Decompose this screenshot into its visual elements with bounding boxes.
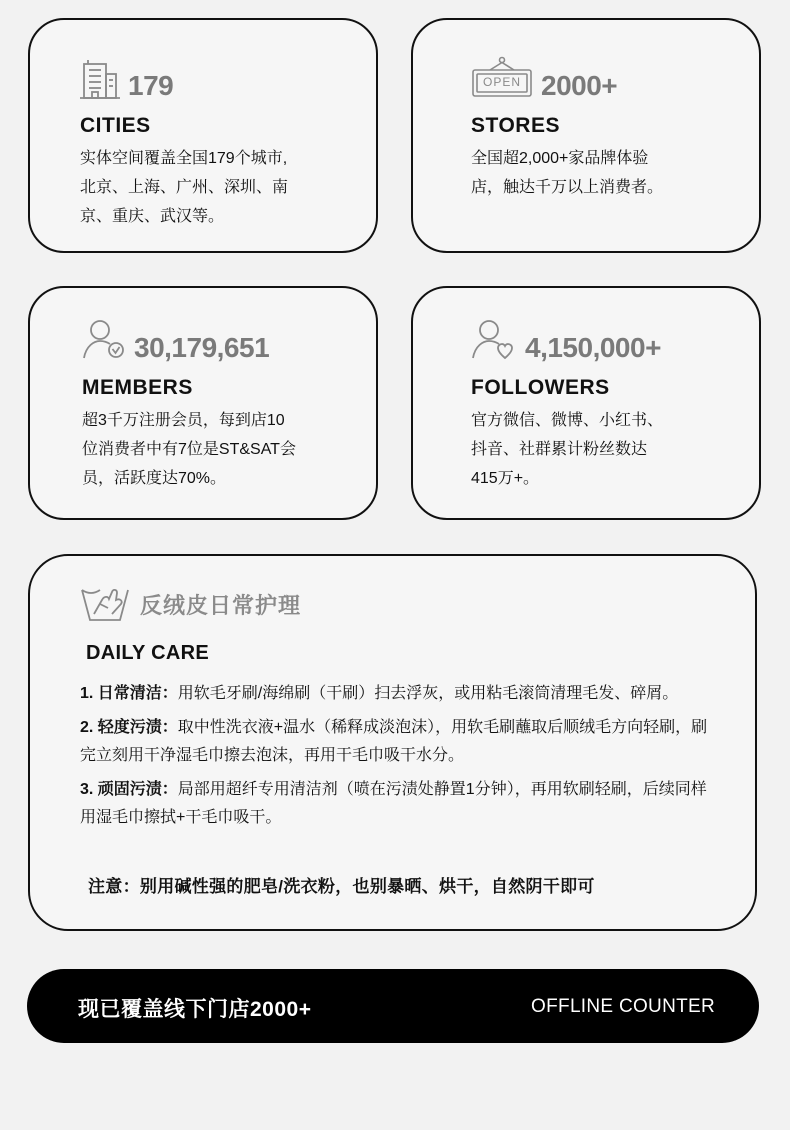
cities-desc-line: 实体空间覆盖全国179个城市,: [80, 150, 288, 167]
members-title: MEMBERS: [82, 376, 193, 399]
care-item-text: 局部用超纤专用清洁剂（喷在污渍处静置1分钟），再用软刷轻刷，后续同样用湿毛巾擦拭+干毛巾吸干。: [80, 781, 707, 826]
members-number: 30,179,651: [134, 332, 270, 363]
members-description: [82, 406, 332, 493]
banner-en-text: OFFLINE COUNTER: [531, 996, 715, 1017]
followers-card: [411, 286, 761, 520]
followers-title: FOLLOWERS: [471, 376, 610, 399]
cities-number: 179: [128, 70, 174, 101]
stores-desc-line: 店，触达千万以上消费者。: [471, 179, 664, 196]
member-user-icon: [82, 318, 126, 362]
care-item: [80, 714, 720, 770]
followers-desc-line: 415万+。: [471, 470, 540, 487]
banner-cn-text: 现已覆盖线下门店2000+: [78, 998, 312, 1021]
care-title-cn: 反绒皮日常护理: [140, 592, 302, 618]
offline-counter-banner[interactable]: [27, 969, 759, 1043]
members-desc-line: 位消费者中有7位是ST&SAT会: [82, 441, 296, 458]
care-item-text: 取中性洗衣液+温水（稀释成淡泡沫），用软毛刷蘸取后顺绒毛方向轻刷，刷完立刻用干净湿毛巾擦去泡沫，再用干毛巾吸干水分。: [80, 719, 708, 764]
members-desc-line: 超3千万注册会员，每到店10: [82, 412, 285, 429]
building-icon: [80, 58, 120, 100]
cities-desc-line: 北京、上海、广州、深圳、南: [80, 179, 289, 196]
care-item-label: 1. 日常清洁：: [80, 685, 178, 702]
members-desc-line: 员，活跃度达70%。: [82, 470, 227, 487]
care-note: 注意：别用碱性强的肥皂/洗衣粉，也别暴晒、烘干，自然阴干即可: [88, 877, 595, 896]
cities-card: [28, 18, 378, 253]
stores-card: [411, 18, 761, 253]
followers-desc-line: 抖音、社群累计粉丝数达: [471, 441, 648, 458]
care-item: [80, 776, 720, 832]
open-sign-icon: [471, 56, 533, 100]
open-sign-text: OPEN: [482, 75, 521, 89]
care-instructions-list: [80, 680, 720, 838]
stores-description: [471, 144, 711, 202]
followers-description: [471, 406, 711, 493]
stores-title: STORES: [471, 114, 560, 137]
stores-desc-line: 全国超2,000+家品牌体验: [471, 150, 649, 167]
care-item-label: 2. 轻度污渍：: [80, 719, 178, 736]
cities-title: CITIES: [80, 114, 151, 137]
care-item-label: 3. 顽固污渍：: [80, 781, 178, 798]
followers-desc-line: 官方微信、微博、小红书、: [471, 412, 664, 429]
daily-care-card: [28, 554, 757, 931]
members-card: [28, 286, 378, 520]
follower-heart-icon: [471, 318, 517, 362]
care-header: [80, 584, 301, 624]
care-item-text: 用软毛牙刷/海绵刷（干刷）扫去浮灰，或用粘毛滚筒清理毛发、碎屑。: [177, 685, 679, 702]
cities-description: [80, 144, 330, 231]
followers-number: 4,150,000+: [525, 332, 661, 363]
stores-number: 2000+: [541, 70, 618, 101]
care-item: [80, 680, 720, 708]
care-title-en: DAILY CARE: [86, 642, 210, 664]
cities-desc-line: 京、重庆、武汉等。: [80, 208, 225, 225]
hand-wash-icon: [80, 584, 132, 624]
